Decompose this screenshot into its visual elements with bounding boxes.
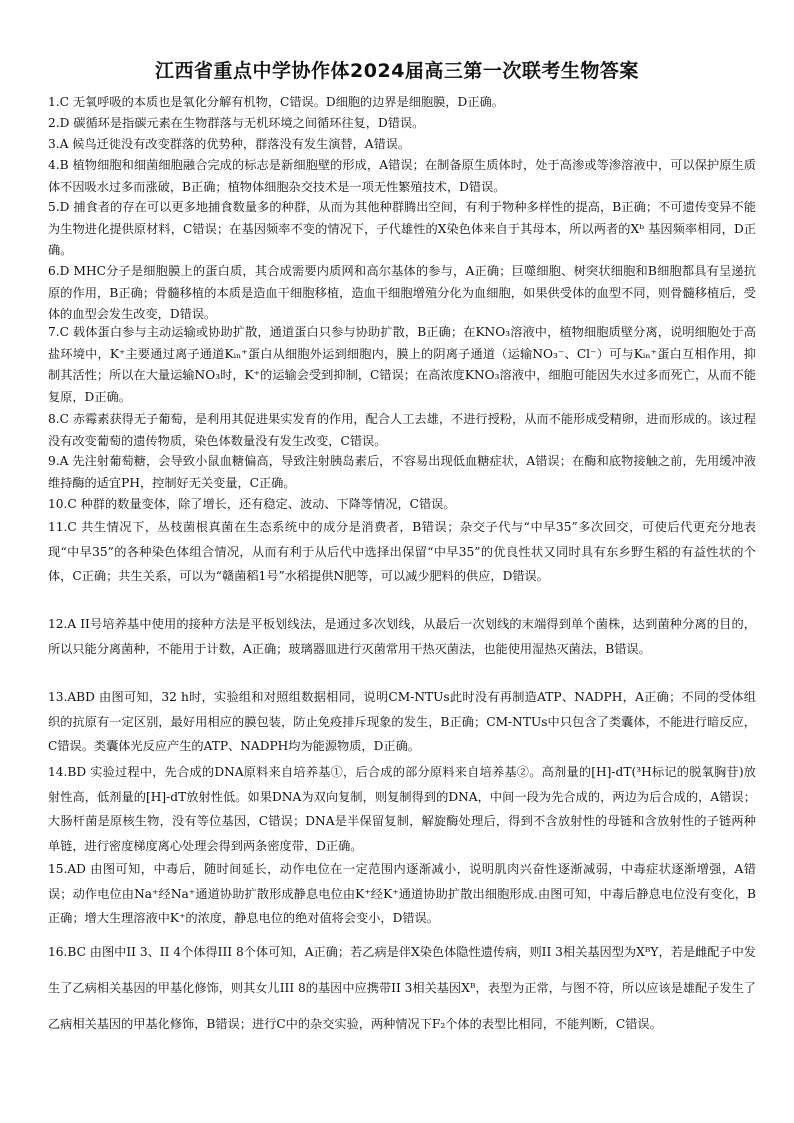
- answer-15: 15.AD 由图可知，中毒后，随时间延长，动作电位在一定范围内逐渐减小，说明肌肉兴奋性逐渐减弱，中毒症状逐渐增强，A错误；动作电位由Na⁺经Na⁺通道协助扩散形成静息电位由K⁺经K⁺通道协助扩散出细胞形成.由图可知，中毒后静息电位没有变化，B正确；增大生理溶液中K⁺的浓度，静息电位的绝对值将会变小，D错误。: [48, 862, 756, 925]
- answer-9: 9.A 先注射葡萄糖，会导致小鼠血糖偏高，导致注射胰岛素后，不容易出现低血糖症状，A错误；在酶和底物接触之前，先用缓冲液维持酶的适宜PH，控制好无关变量，C正确。: [48, 454, 756, 490]
- answer-13: 13.ABD 由图可知，32 h时，实验组和对照组数据相同，说明CM-NTUs此时没有再制造ATP、NADPH，A正确；不同的受体组织的抗原有一定区别，最好用相应的膜包装，防止免疫排斥现象的发生，B正确；CM-NTUs中只包含了类囊体，不能进行暗反应，C错误。类囊体光反应产生的ATP、NADPH均为能源物质，D正确。: [48, 690, 756, 753]
- answer-10: 10.C 种群的数量变体，除了增长，还有稳定、波动、下降等情况，C错误。: [48, 497, 456, 511]
- answer-4: 4.B 植物细胞和细菌细胞融合完成的标志是新细胞壁的形成，A错误；在制备原生质体时，处于高渗或等渗溶液中，可以保护原生质体不因吸水过多而涨破，B正确；植物体细胞杂交技术是一项无性繁殖技术，D错误。: [48, 158, 756, 194]
- answer-8: 8.C 赤霉素获得无子葡萄，是利用其促进果实发育的作用，配合人工去雄，不进行授粉，从而不能形成受精卵，进而形成的。该过程没有改变葡萄的遗传物质，染色体数量没有发生改变，C错误。: [48, 412, 756, 448]
- answer-3: 3.A 候鸟迁徙没有改变群落的优势种，群落没有发生演替，A错误。: [48, 137, 411, 151]
- answer-1: 1.C 无氧呼吸的本质也是氧化分解有机物，C错误。D细胞的边界是细胞膜，D正确。: [48, 95, 504, 109]
- answer-7: 7.C 载体蛋白参与主动运输或协助扩散，通道蛋白只参与协助扩散，B正确；在KNO₃溶液中，植物细胞质壁分离，说明细胞处于高盐环境中，K⁺主要通过离子通道Kᵢₙ⁺蛋白从细胞外运到细胞内，膜上的阴离子通道（运输NO₃⁻、Cl⁻）可与Kᵢₙ⁺蛋白互相作用，抑制其活性；所以在大量运输NO₃时，K⁺的运输会受到抑制，C错误；在高浓度KNO₃溶液中，细胞可能因失水过多而死亡，从而不能复原，D正确。: [48, 325, 756, 404]
- page-title: 江西省重点中学协作体2024届高三第一次联考生物答案: [155, 60, 639, 82]
- answer-2: 2.D 碳循环是指碳元素在生物群落与无机环境之间循环往复，D错误。: [48, 116, 425, 130]
- answer-16: 16.BC 由图中II 3、II 4个体得III 8个体可知，A正确；若乙病是伴X染色体隐性遗传病，则II 3相关基因型为XᴮY，若是雌配子中发生了乙病相关基因的甲基化修饰，则其女儿III 8的基因中应携带II 3相关基因Xᴮ，表型为正常，与图不符，所以应该是雄配子发生了乙病相关基因的甲基化修饰，B错误；进行C中的杂交实验，两种情况下F₂个体的表型比相同，不能判断，C错误。: [48, 945, 756, 1031]
- answer-11: 11.C 共生情况下，丛枝菌根真菌在生态系统中的成分是消费者，B错误；杂交子代与“中早35”多次回交，可使后代更充分地表现“中早35”的各种染色体组合情况，从而有利于从后代中选择出保留“中早35”的优良性状又同时具有东乡野生稻的有益性状的个体，C正确；共生关系，可以为“赣菌稻1号”水稻提供N肥等，可以减少肥料的供应，D错误。: [48, 520, 756, 583]
- answer-5: 5.D 捕食者的存在可以更多地捕食数量多的种群，从而为其他种群腾出空间，有利于物种多样性的提高，B正确；不可遗传变异不能为生物进化提供原材料，C错误；在基因频率不变的情况下，子代雄性的X染色体来自于其母本，所以两者的Xᵇ 基因频率相同，D正确。: [48, 200, 756, 257]
- answer-14: 14.BD 实验过程中，先合成的DNA原料来自培养基①，后合成的部分原料来自培养基②。高剂量的[H]-dT(³H标记的脱氧胸苷)放射性高，低剂量的[H]-dT放射性低。如果DNA为双向复制，则复制得到的DNA，中间一段为先合成的，两边为后合成的，A错误；大肠杆菌是原核生物，没有等位基因，C错误；DNA是半保留复制，解旋酶处理后，得到不含放射性的母链和含放射性的子链两种单链，进行密度梯度离心处理会得到两条密度带，D正确。: [48, 765, 756, 853]
- answer-12: 12.A II号培养基中使用的接种方法是平板划线法，是通过多次划线，从最后一次划线的末端得到单个菌株，达到菌种分离的目的，所以只能分离菌种，不能用于计数，A正确；玻璃器皿进行灭菌常用干热灭菌法，也能使用湿热灭菌法，B错误。: [48, 617, 756, 656]
- answer-6: 6.D MHC分子是细胞膜上的蛋白质，其合成需要内质网和高尔基体的参与，A正确；巨噬细胞、树突状细胞和B细胞都具有呈递抗原的作用，B正确；骨髓移植的本质是造血干细胞移植，造血干细胞增殖分化为血细胞，如果供受体的血型不同，则骨髓移植后，受体的血型会发生改变，D错误。: [48, 264, 756, 321]
